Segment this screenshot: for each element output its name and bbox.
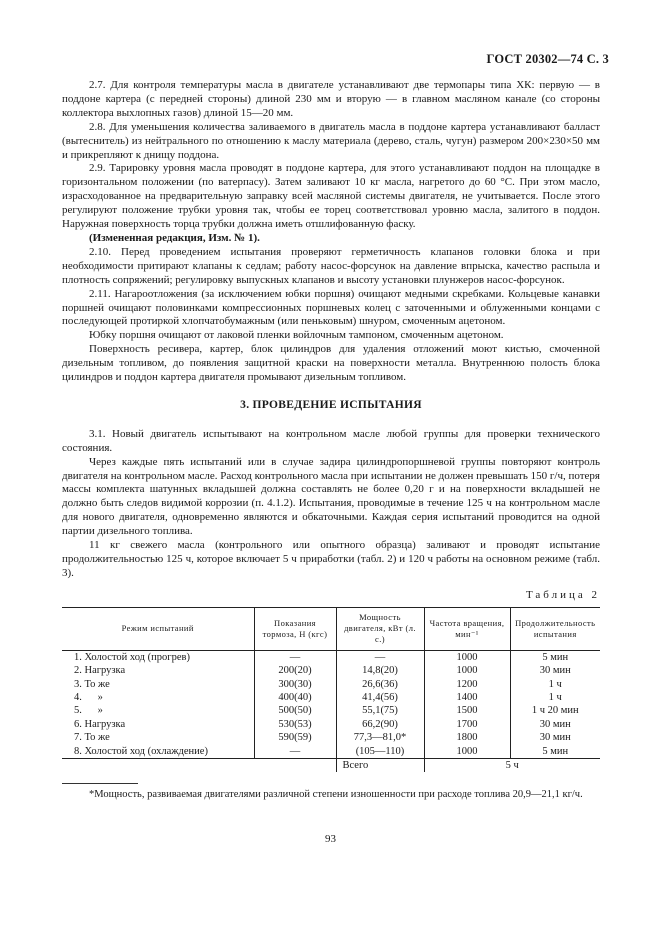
paragraph-skirt: Юбку поршня очищают от лаковой пленки войлочным тампоном, смоченным ацетоном. <box>89 329 504 342</box>
total-label: Всего <box>336 758 424 772</box>
cell-speed: 1000 <box>424 650 510 664</box>
cell-speed: 1200 <box>424 678 510 691</box>
cell-speed: 1000 <box>424 745 510 759</box>
edit-note: (Измененная редакция, Изм. № 1). <box>89 231 260 244</box>
cell-brake: 590(59) <box>254 731 336 744</box>
table-row <box>62 664 600 677</box>
section-title: 3. ПРОВЕДЕНИЕ ИСПЫТАНИЯ <box>240 398 422 411</box>
cell-speed: 1800 <box>424 731 510 744</box>
paragraph-2-9: 2.9. Тарировку уровня масла проводят в поддоне картера, для этого устанавливают поддон на площадке в горизонтальном положении (по ватерпасу). Затем заливают 10 кг масла, нагретого до 60 °С. При этом масло, израсходованное на предварительную заправку всей масляной системы двигателя, не учитывается. После этого регулируют положение трубки уровня так, чтобы ее торец соответствовал уровню масла, залитого в поддон. Наружная поверхность торца трубки должна иметь отшлифованную фаску. <box>62 162 600 231</box>
cell-brake: 530(53) <box>254 718 336 731</box>
paragraph-control: Через каждые пять испытаний или в случае задира цилиндропоршневой группы повторяют контроль двигателя на контрольном масле. Расход контрольного масла при испытании не должен превышать 150 г/ч, потеря массы комплекта шатунных вкладышей должна составлять не более 0,20 г и на поверхности вкладышей не должно быть следов видимой коррозии (п. 4.1.2). Испытания, проводимые в течение 125 ч на контрольном масле для нового двигателя, одновременно являются и обкаточными. Каждая серия испытаний проводится на одной партии дизельного топлива. <box>62 455 600 538</box>
cell-speed: 1000 <box>424 664 510 677</box>
paragraph-2-11: 2.11. Нагароотложения (за исключением юбки поршня) очищают медными скребками. Кольцевые канавки поршней очищают половинками компрессионных поршневых колец с заточенными и облуженными концами с последующей протиркой хлопчатобумажным (или пеньковым) шнуром, смоченным ацетоном. <box>62 287 600 328</box>
cell-power: 41,4(56) <box>336 691 424 704</box>
table-caption: Таблица 2 <box>525 588 600 601</box>
header-brake: Показания тормоза, Н (кгс) <box>254 607 336 650</box>
cell-brake: 300(30) <box>254 678 336 691</box>
header-duration: Продолжительность испытания <box>510 607 600 650</box>
paragraph-2-7: 2.7. Для контроля температуры масла в двигателе устанавливают две термопары типа ХК: первую — в поддоне картера (с передней стороны) длиной 230 мм и вторую — в главном масляном канале (со стороны коллектора выхлопных газов) длиной 15—20 мм. <box>62 79 600 119</box>
cell-duration: 30 мин <box>510 731 600 744</box>
cell-power: (105—110) <box>336 745 424 759</box>
document-body <box>62 79 600 802</box>
cell-brake: — <box>254 650 336 664</box>
cell-power: 55,1(75) <box>336 704 424 717</box>
total-empty <box>62 758 336 772</box>
footnote-divider <box>62 783 138 784</box>
paragraph-fresh-oil: 11 кг свежего масла (контрольного или опытного образца) заливают и проводят испытание продолжительностью 125 ч, которое включает 5 ч приработки (табл. 2) и 120 ч работы на основном режиме (табл. 3). <box>62 539 600 579</box>
cell-brake: 400(40) <box>254 691 336 704</box>
total-value: 5 ч <box>424 758 600 772</box>
table-row <box>62 718 600 731</box>
cell-duration: 1 ч 20 мин <box>510 704 600 717</box>
cell-mode: 8. Холостой ход (охлаждение) <box>74 745 208 757</box>
cell-mode: 1. Холостой ход (прогрев) <box>74 651 190 663</box>
table-row <box>62 745 600 759</box>
cell-mode: 4. » <box>74 691 103 703</box>
header-speed: Частота вращения, мин⁻¹ <box>424 607 510 650</box>
cell-mode: 5. » <box>74 705 103 717</box>
table-row <box>62 704 600 717</box>
cell-speed: 1400 <box>424 691 510 704</box>
table-row <box>62 678 600 691</box>
table-row <box>62 650 600 664</box>
cell-brake: 200(20) <box>254 664 336 677</box>
paragraph-2-10: 2.10. Перед проведением испытания проверяют герметичность клапанов головки блока и при необходимости притирают клапаны к седлам; работу насос-форсунок на давление впрыска, качество распыла и плотность сопряжений; регулировку выпускных клапанов и высоту установки плунжеров насос-форсунок. <box>62 245 600 286</box>
header-mode: Режим испытаний <box>62 607 254 650</box>
cell-mode: 3. То же <box>74 678 110 690</box>
cell-duration: 5 мин <box>510 650 600 664</box>
page-number: 93 <box>325 833 336 845</box>
cell-mode: 7. То же <box>74 732 110 744</box>
cell-speed: 1500 <box>424 704 510 717</box>
footnote: *Мощность, развиваемая двигателями различной степени изношенности при расходе топлива 20,9—21,1 кг/ч. <box>89 789 583 801</box>
table-row <box>62 731 600 744</box>
header-power: Мощность двигателя, кВт (л. с.) <box>336 607 424 650</box>
cell-duration: 30 мин <box>510 664 600 677</box>
cell-brake: 500(50) <box>254 704 336 717</box>
paragraph-3-1: 3.1. Новый двигатель испытывают на контрольном масле любой группы для проверки технического состояния. <box>62 427 600 454</box>
test-modes-table <box>62 607 600 773</box>
cell-duration: 5 мин <box>510 745 600 759</box>
cell-brake: — <box>254 745 336 759</box>
table-row <box>62 691 600 704</box>
cell-power: — <box>336 650 424 664</box>
cell-mode: 6. Нагрузка <box>74 718 126 730</box>
cell-power: 26,6(36) <box>336 678 424 691</box>
page-header: ГОСТ 20302—74 С. 3 <box>486 52 609 66</box>
cell-power: 66,2(90) <box>336 718 424 731</box>
cell-duration: 1 ч <box>510 691 600 704</box>
paragraph-2-8: 2.8. Для уменьшения количества заливаемого в двигатель масла в поддоне картера устанавливают балласт (вытеснитель) из нейтрального по отношению к маслу материала (дерево, сталь, чугун) размером 200×230×50 мм и прикрепляют к днищу поддона. <box>62 120 600 161</box>
cell-mode: 2. Нагрузка <box>74 665 126 677</box>
cell-power: 14,8(20) <box>336 664 424 677</box>
cell-duration: 1 ч <box>510 678 600 691</box>
cell-speed: 1700 <box>424 718 510 731</box>
table-header-row <box>62 607 600 650</box>
paragraph-surface: Поверхность ресивера, картер, блок цилиндров для удаления отложений моют кистью, смоченной дизельным топливом, до появления защитной краски на поверхности металла. Внутреннюю полость блока цилиндров и поддон картера двигателя промывают дизельным топливом. <box>62 343 600 384</box>
cell-duration: 30 мин <box>510 718 600 731</box>
table-total-row <box>62 758 600 772</box>
cell-power: 77,3—81,0* <box>336 731 424 744</box>
